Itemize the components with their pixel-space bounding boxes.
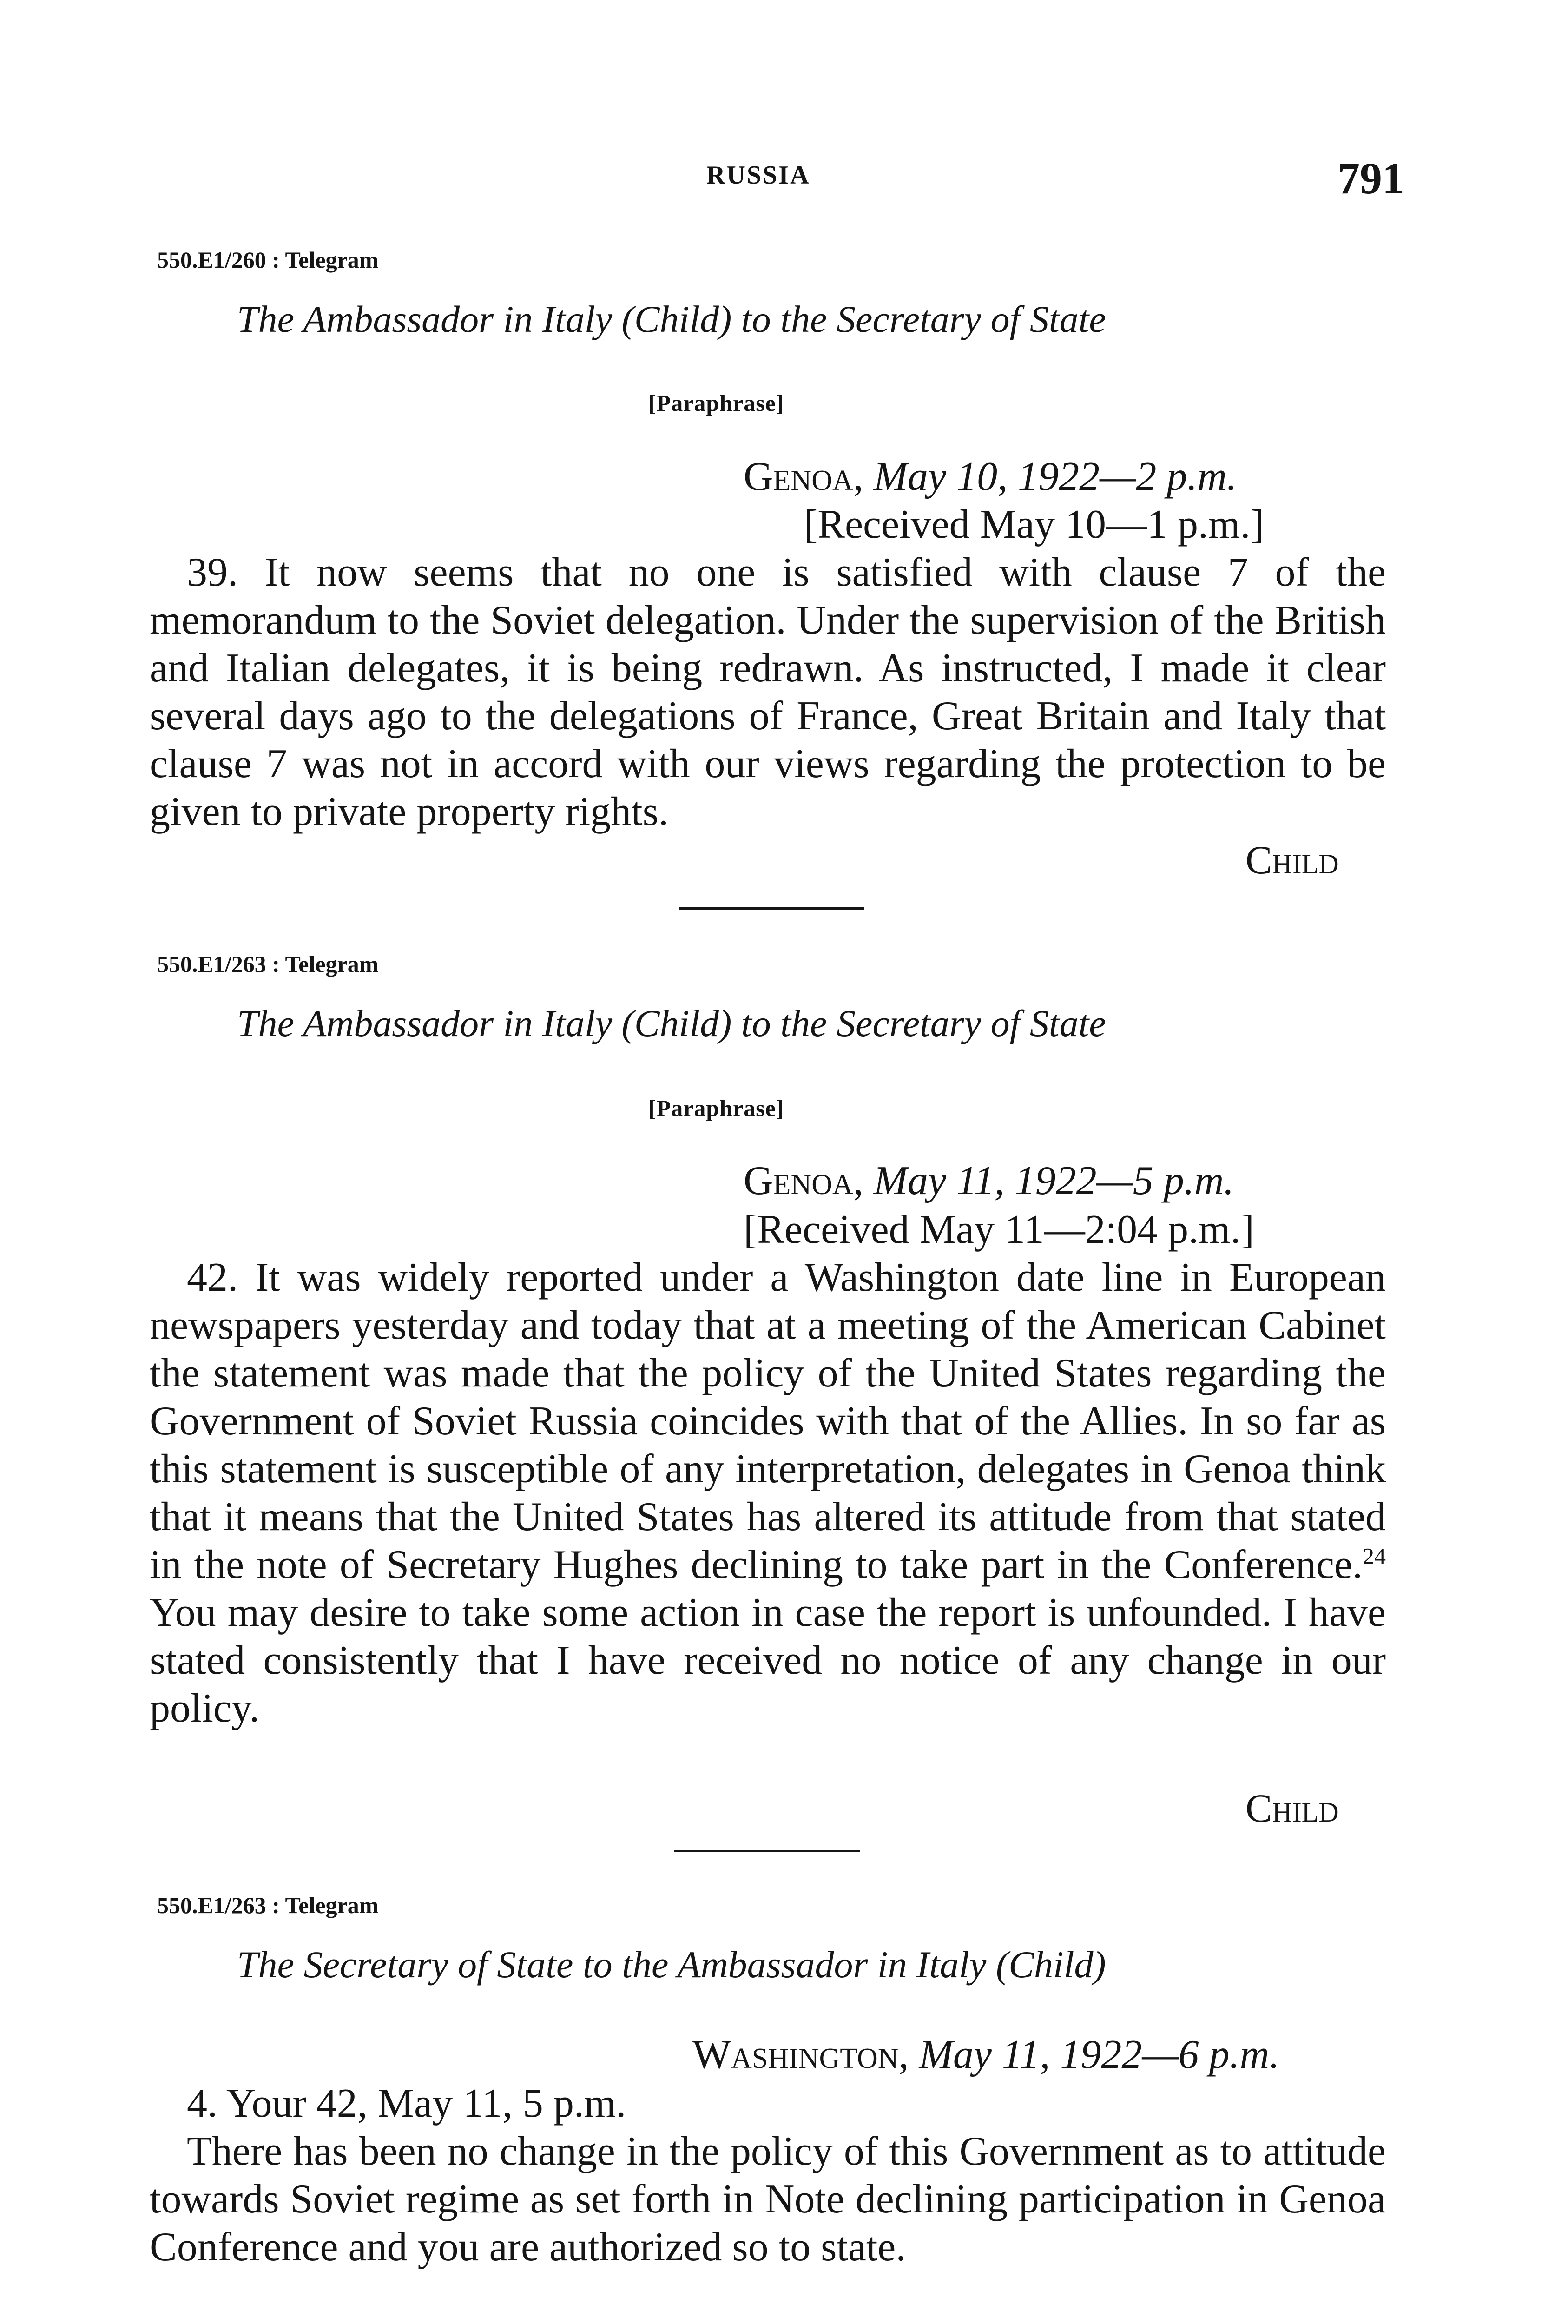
telegram-body-2-continued: You may desire to take some action in case the report is unfounded. I have stated consistently that I have received no notice of any change in our policy. xyxy=(150,1590,1386,1731)
signature-2: Child xyxy=(1245,1786,1339,1830)
paraphrase-label-1: [Paraphrase] xyxy=(648,390,784,416)
received-line-2: [Received May 11—2:04 p.m.] xyxy=(744,1207,1254,1252)
paraphrase-label-2: [Paraphrase] xyxy=(648,1095,784,1121)
dateline-place-1: Genoa, xyxy=(744,454,863,499)
received-line-1: [Received May 10—1 p.m.] xyxy=(804,502,1264,547)
dateline-2 xyxy=(744,1157,1234,1204)
dateline-place-3: Washington, xyxy=(692,2032,909,2077)
document-title-2: The Ambassador in Italy (Child) to the Secretary of State xyxy=(237,1002,1106,1044)
telegram-opening-3: 4. Your 42, May 11, 5 p.m. xyxy=(187,2081,626,2126)
footnote-reference: 24 xyxy=(1363,1543,1386,1569)
running-head: RUSSIA xyxy=(706,161,810,190)
page-number: 791 xyxy=(1337,153,1404,203)
file-reference-1: 550.E1/260 : Telegram xyxy=(157,247,379,273)
telegram-body-2 xyxy=(150,1254,1386,1732)
dateline-1 xyxy=(744,453,1237,500)
file-reference-2: 550.E1/263 : Telegram xyxy=(157,951,379,977)
dateline-3 xyxy=(692,2031,1279,2078)
telegram-body-2-text: 42. It was widely reported under a Washington date line in European newspapers yesterday and today that at a meeting of the American Cabinet the statement was made that the policy of the United States regarding the Government of Soviet Russia coincides with that of the Allies. In so far as this statement is susceptible of any interpretation, delegates in Genoa think that it means that the United States has altered its attitude from that stated in the note of Secretary Hughes declining to take part in the Conference. xyxy=(150,1255,1386,1587)
section-divider-1 xyxy=(679,907,864,910)
signature-1: Child xyxy=(1245,838,1339,882)
telegram-body-1: 39. It now seems that no one is satisfied with clause 7 of the memorandum to the Soviet delegation. Under the supervision of the British and Italian delegates, it is being redrawn. As instructed, I made it clear several days ago to the delegations of France, Great Britain and Italy that clause 7 was not in accord with our views regarding the protection to be given to private property rights. xyxy=(150,550,1386,834)
dateline-date-2: May 11, 1922—5 p.m. xyxy=(873,1158,1234,1203)
section-divider-2 xyxy=(674,1850,860,1852)
document-title-3: The Secretary of State to the Ambassador in Italy (Child) xyxy=(237,1943,1106,1986)
telegram-body-3: There has been no change in the policy of this Government as to attitude towards Soviet regime as set forth in Note declining participation in Genoa Conference and you are authorized so to state. xyxy=(150,2129,1386,2270)
dateline-date-3: May 11, 1922—6 p.m. xyxy=(919,2032,1280,2077)
document-title-1: The Ambassador in Italy (Child) to the Secretary of State xyxy=(237,298,1106,340)
dateline-place-2: Genoa, xyxy=(744,1158,863,1203)
dateline-date-1: May 10, 1922—2 p.m. xyxy=(873,454,1237,499)
file-reference-3: 550.E1/263 : Telegram xyxy=(157,1892,379,1918)
